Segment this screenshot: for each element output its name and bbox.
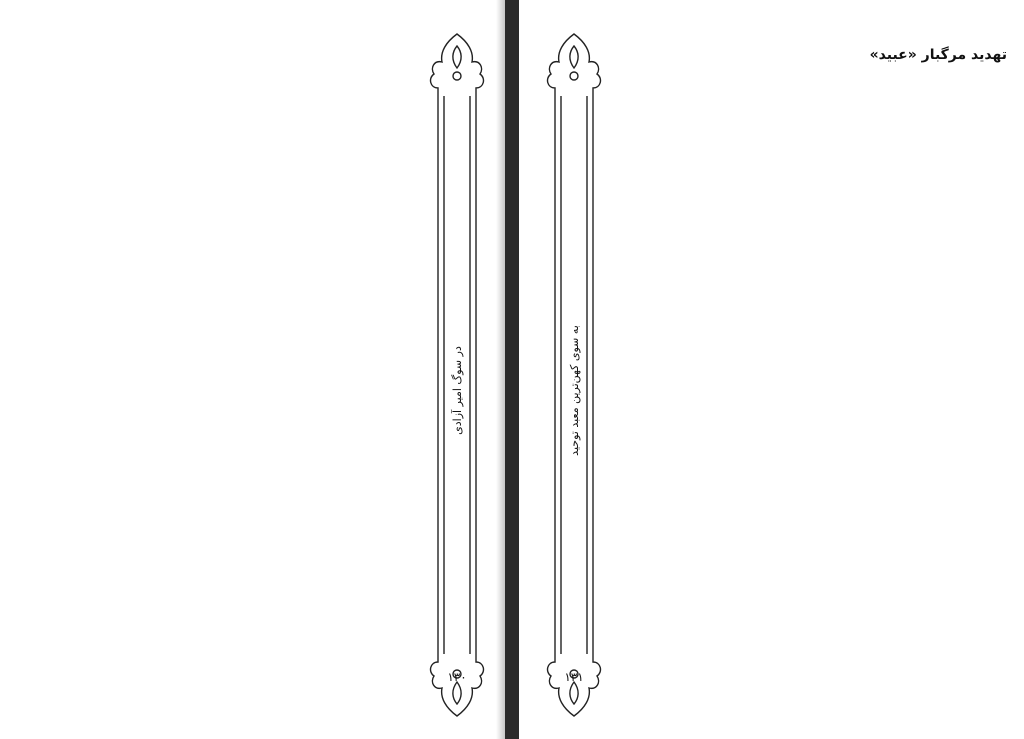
right-page-text — [615, 30, 1007, 70]
running-head — [437, 290, 477, 490]
right-page — [519, 0, 1024, 739]
section-heading: تهدید مرگبار «عبید» — [869, 47, 1007, 63]
running-head-text: در سوگ امیر آزادی — [450, 345, 464, 435]
right-ornament-border — [541, 30, 607, 720]
left-page — [0, 0, 505, 739]
running-head — [554, 290, 594, 490]
running-head-text: به سوی کهن‌ترین معبد توحید — [567, 324, 581, 456]
book-gutter — [505, 0, 519, 739]
page-number: ۱۳۱ — [564, 670, 584, 684]
gutter-shadow — [496, 0, 505, 739]
page-number: ۱۳۰ — [447, 670, 467, 684]
left-ornament-border — [424, 30, 490, 720]
